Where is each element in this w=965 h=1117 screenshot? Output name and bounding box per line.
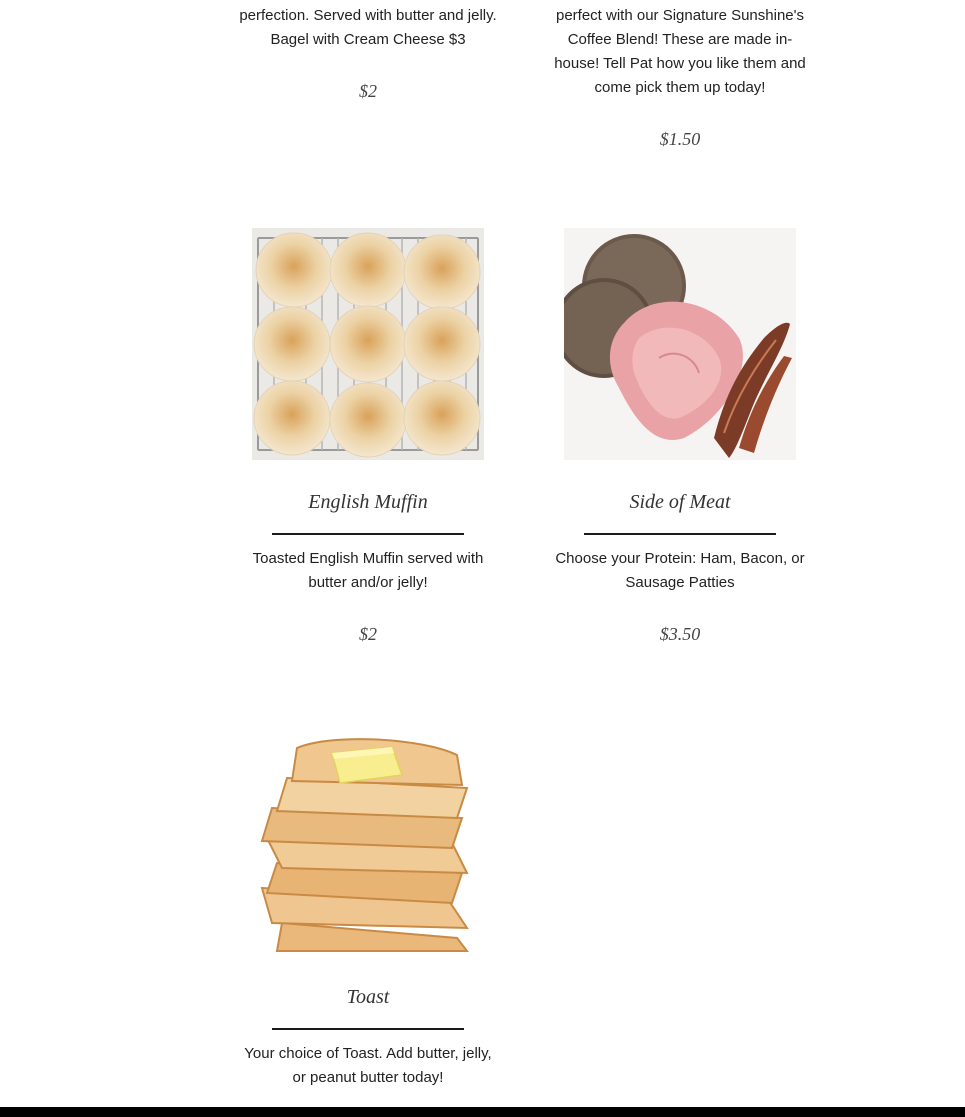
donut-description-line-3: house! Tell Pat how you like them and <box>554 55 806 72</box>
side-of-meat-price: $3.50 <box>659 624 701 644</box>
english-muffin-price: $2 <box>359 624 377 644</box>
english-muffin-description: Toasted English Muffin served with butter and/or jelly! <box>252 550 484 591</box>
footer-bar <box>0 1107 965 1117</box>
toast-divider <box>272 1028 464 1030</box>
toast-stack-photo <box>252 723 484 955</box>
english-muffins-photo <box>252 228 484 460</box>
bagel-description-line-1: perfection. Served with butter and jelly. <box>239 7 497 24</box>
meats-photo <box>564 228 796 460</box>
bagel-price: $2 <box>359 81 377 101</box>
english-muffin-divider <box>272 533 464 535</box>
toast-description: Your choice of Toast. Add butter, jelly, or peanut butter today! <box>244 1045 492 1086</box>
side-of-meat-title: Side of Meat <box>629 491 731 513</box>
side-of-meat-description: Choose your Protein: Ham, Bacon, or Sausage Patties <box>555 550 805 591</box>
donut-description-line-2: Coffee Blend! These are made in- <box>567 31 793 48</box>
donut-description-line-1: perfect with our Signature Sunshine's <box>555 7 804 24</box>
donut-description-line-4: come pick them up today! <box>594 79 766 96</box>
side-of-meat-divider <box>584 533 776 535</box>
english-muffin-title: English Muffin <box>308 491 428 513</box>
toast-title: Toast <box>346 986 390 1008</box>
donut-price: $1.50 <box>659 129 701 149</box>
bagel-description-line-2: Bagel with Cream Cheese $3 <box>270 31 466 48</box>
